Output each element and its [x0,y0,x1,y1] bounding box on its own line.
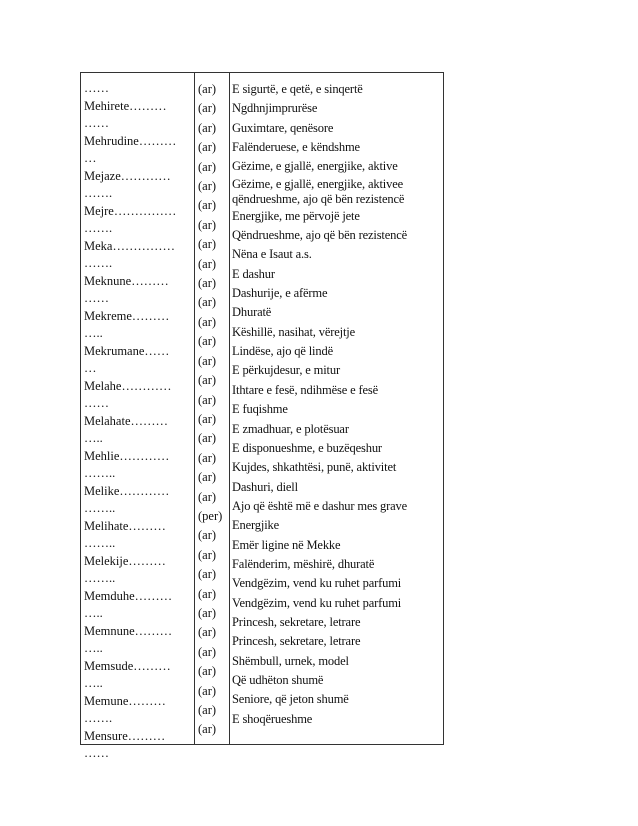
name-entry: …….. [84,466,116,480]
meaning-entry: Emër ligine në Mekke [232,537,341,552]
meaning-entry: Falënderuese, e këndshme [232,140,360,155]
origin-entry: (ar) [198,276,217,291]
origin-entry: (ar) [198,625,217,640]
name-entry: ……. [84,256,113,270]
name-entry: Melahe………… [84,378,172,393]
name-entry: ….. [84,326,103,340]
names-table [80,72,444,760]
origin-entry: (ar) [198,120,217,135]
meaning-entry: Dashuri, diell [232,479,298,494]
meaning-entry: Vendgëzim, vend ku ruhet parfumi [232,576,402,591]
meaning-entry: Që udhëton shumë [232,672,324,687]
origin-entry: (ar) [198,567,217,582]
meaning-entry: Energjike, me përvojë jete [232,208,360,223]
names-column [84,73,191,760]
name-entry: ….. [84,641,103,655]
meaning-entry: Lindëse, ajo që lindë [232,344,333,359]
meaning-entry: Nëna e Isaut a.s. [232,247,312,262]
meaning-column [232,73,442,744]
origin-entry: (ar) [198,470,217,485]
name-entry: Melekije……… [84,553,166,568]
origin-entry: (ar) [198,392,217,407]
origin-entry: (ar) [198,217,217,232]
meaning-entry: Gëzime, e gjallë, energjike, aktive [232,159,398,174]
meaning-entry: Guximtare, qenësore [232,120,334,135]
meaning-entry: E fuqishme [232,402,288,417]
origin-entry: (ar) [198,140,217,155]
name-entry: Mejaze………… [84,168,171,183]
origin-entry: (ar) [198,314,217,329]
name-entry: Melahate……… [84,413,169,428]
meaning-entry: E dashur [232,266,275,281]
origin-entry: (ar) [198,373,217,388]
name-entry: Memnune……… [84,623,173,638]
origin-entry: (ar) [198,295,217,310]
name-entry: … [84,151,97,165]
origin-entry: (ar) [198,703,217,717]
name-entry: Melike………… [84,483,170,498]
name-entry: Memune……… [84,693,166,708]
meaning-entry: E zmadhuar, e plotësuar [232,421,349,436]
name-entry: Memsude……… [84,658,171,673]
origin-entry: (ar) [198,431,217,446]
meaning-entry: Ithtare e fesë, ndihmëse e fesë [232,382,378,397]
name-entry: ……. [84,186,113,200]
origin-entry: (ar) [198,664,217,679]
origin-entry: (ar) [198,353,217,368]
meaning-entry: Dashurije, e afërme [232,286,328,301]
meaning-entry: Qëndrueshme, ajo që bën rezistencë [232,228,408,243]
name-entry: ….. [84,606,103,620]
meaning-entry: E shoqërueshme [232,711,313,726]
origin-entry: (ar) [198,547,217,562]
origin-entry: (ar) [198,489,217,504]
meaning-entry: Energjike [232,518,280,533]
origin-entry: (ar) [198,722,217,737]
meaning-entry: qëndrueshme, ajo që bën rezistencë [232,191,405,206]
origin-entry: (ar) [198,644,217,659]
meaning-entry: Ngdhnjimprurëse [232,101,318,116]
name-entry: Meknune……… [84,273,169,288]
name-entry: …… [84,396,109,410]
origin-entry: (ar) [198,159,217,174]
meaning-entry: Seniore, që jeton shumë [232,692,349,707]
name-entry: Memduhe……… [84,588,173,603]
origin-entry: (ar) [198,334,217,349]
origin-entry: (ar) [198,586,217,601]
meaning-entry: Ajo që është më e dashur mes grave [232,498,408,513]
name-entry: …… [84,81,109,95]
name-entry: Mejre…………… [84,203,177,218]
name-entry: Melihate……… [84,518,166,533]
origin-entry: (ar) [198,683,217,698]
name-entry: …….. [84,501,116,515]
column-divider [194,73,195,744]
name-entry: Mekreme……… [84,308,170,323]
name-entry: Mensure……… [84,728,166,743]
name-entry: ….. [84,676,103,690]
name-entry: Mehirete……… [84,98,167,113]
name-entry: Mehlie………… [84,448,170,463]
name-entry: …… [84,746,109,760]
origin-entry: (per) [198,508,223,523]
meaning-entry: Dhuratë [232,305,272,320]
column-divider [229,73,230,744]
origin-entry: (ar) [198,256,217,271]
meaning-entry: E përkujdesur, e mitur [232,363,340,378]
origin-column [198,73,228,744]
name-entry: ……. [84,711,113,725]
name-entry: Mekrumane…… [84,343,170,358]
name-entry: Mehrudine……… [84,133,177,148]
origin-entry: (ar) [198,411,217,426]
origin-entry: (ar) [198,237,217,252]
origin-entry: (ar) [198,101,217,116]
meaning-entry: Vendgëzim, vend ku ruhet parfumi [232,595,402,610]
meaning-entry: Shëmbull, urnek, model [232,653,349,668]
origin-entry: (ar) [198,82,217,96]
origin-entry: (ar) [198,605,217,620]
name-entry: ….. [84,431,103,445]
origin-entry: (ar) [198,198,217,213]
meaning-entry: Këshillë, nasihat, vërejtje [232,324,355,339]
origin-entry: (ar) [198,450,217,465]
meaning-entry: Kujdes, shkathtësi, punë, aktivitet [232,460,397,475]
name-entry: …… [84,116,109,130]
name-entry: … [84,361,97,375]
meaning-entry: Falënderim, mëshirë, dhuratë [232,556,375,571]
meaning-entry: E disponueshme, e buzëqeshur [232,440,382,455]
name-entry: …… [84,291,109,305]
name-entry: …….. [84,536,116,550]
name-entry: …….. [84,571,116,585]
meaning-entry: Princesh, sekretare, letrare [232,634,361,649]
meaning-entry: Gëzime, e gjallë, energjike, aktivee [232,176,404,191]
name-entry: Meka…………… [84,238,175,253]
origin-entry: (ar) [198,179,217,194]
meaning-entry: Princesh, sekretare, letrare [232,614,361,629]
meaning-entry: E sigurtë, e qetë, e sinqertë [232,82,363,96]
origin-entry: (ar) [198,528,217,543]
name-entry: ……. [84,221,113,235]
